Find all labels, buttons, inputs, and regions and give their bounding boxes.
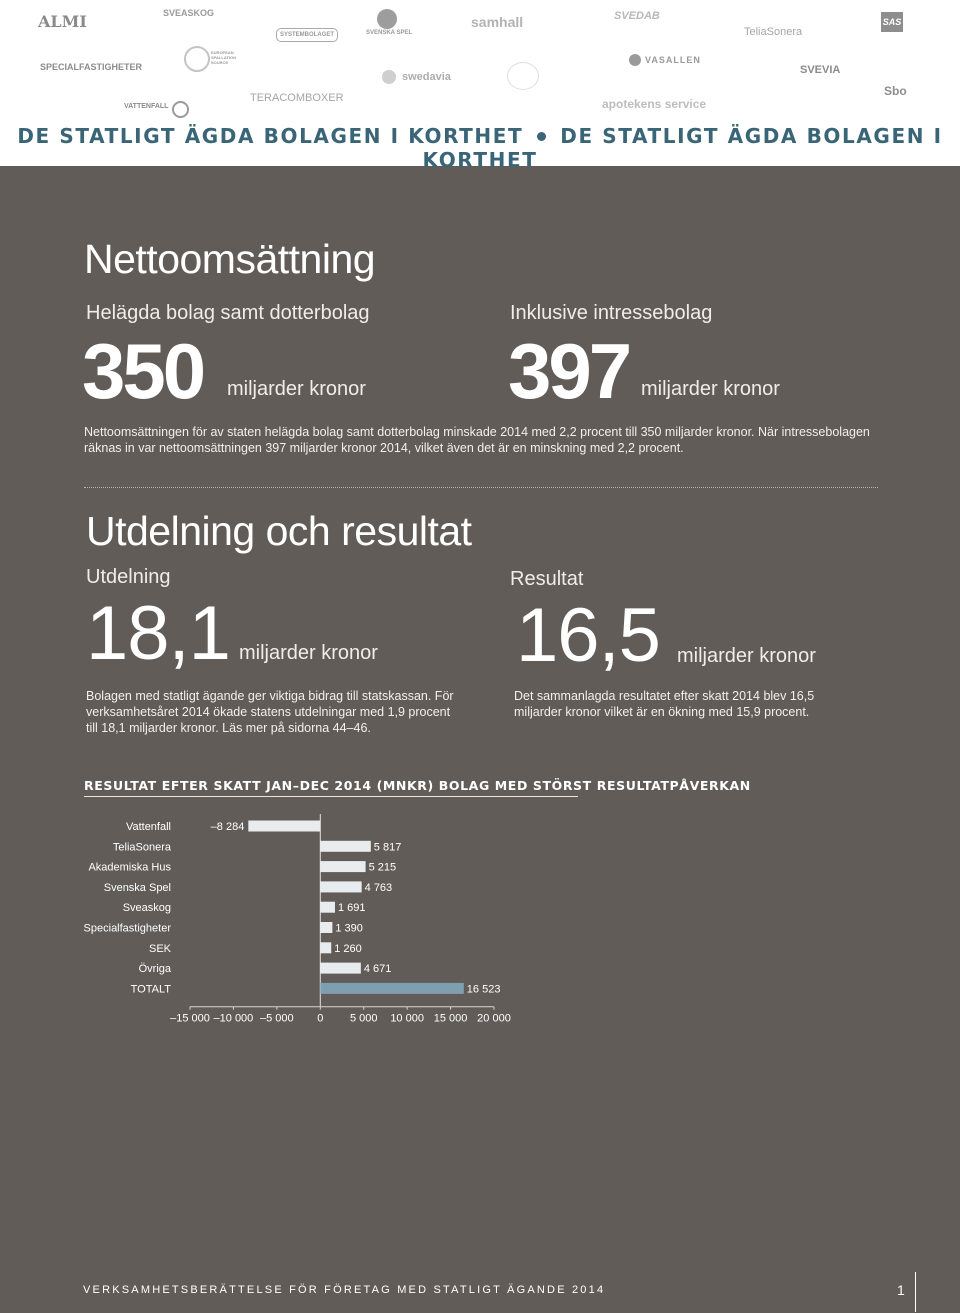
chart-title: RESULTAT EFTER SKATT JAN–DEC 2014 (MNKR) BOLAG MED STÖRST RESULTATPÅVERKAN bbox=[84, 778, 751, 793]
utdelning-left-paragraph bbox=[86, 688, 486, 736]
utdelning-title: Utdelning och resultat bbox=[86, 508, 472, 554]
chart-x-tick-label: –5 000 bbox=[260, 1012, 294, 1025]
netto-right-unit: miljarder kronor bbox=[641, 378, 780, 400]
utdelning-left-paragraph-line1: Bolagen med statligt ägande ger viktiga bidrag till statskassan. För bbox=[86, 689, 454, 703]
utdelning-right-paragraph-line2: miljarder kronor vilket är en ökning med 15,9 procent. bbox=[514, 705, 810, 719]
chart-bar-6 bbox=[320, 942, 331, 953]
netto-right-subtitle: Inklusive intressebolag bbox=[510, 302, 713, 324]
footer-divider bbox=[915, 1272, 916, 1312]
chart-x-tick-label: 10 000 bbox=[390, 1012, 424, 1025]
logo-strip bbox=[0, 0, 960, 172]
logo-teliasonera: TeliaSonera bbox=[744, 26, 803, 38]
chart-value-label: 5 817 bbox=[373, 841, 402, 854]
netto-paragraph-line2: räknas in var nettoomsättningen 397 miljarder kronor 2014, vilket även det är en minskning med 2,2 procent. bbox=[84, 441, 684, 455]
chart-x-tick-label: 20 000 bbox=[477, 1012, 511, 1025]
chart-value-label: 1 260 bbox=[334, 942, 362, 955]
chart-category-label: Övriga bbox=[138, 963, 171, 976]
chart-bar-5 bbox=[320, 922, 332, 933]
logo-european-spallation-source: EUROPEAN SPALLATION SOURCE bbox=[211, 50, 236, 65]
utdelning-left-subtitle: Utdelning bbox=[86, 566, 171, 588]
chart-category-label: Sveaskog bbox=[122, 902, 171, 915]
chart-x-tick-label: –10 000 bbox=[213, 1012, 254, 1025]
chart-value-label: 5 215 bbox=[368, 861, 397, 874]
netto-left-unit: miljarder kronor bbox=[227, 378, 366, 400]
vasallen-circle-icon bbox=[629, 54, 641, 66]
netto-left-value: 350 bbox=[82, 327, 204, 415]
netto-right-value: 397 bbox=[508, 327, 630, 415]
utdelning-right-unit: miljarder kronor bbox=[677, 645, 816, 667]
logo-samhall: samhall bbox=[471, 14, 524, 30]
chart-category-label: TOTALT bbox=[130, 983, 171, 996]
banner-left-text: DE STATLIGT ÄGDA BOLAGEN I KORTHET bbox=[17, 124, 524, 148]
chart-category-label: Svenska Spel bbox=[103, 881, 171, 894]
chart-category-label: Vattenfall bbox=[125, 821, 171, 833]
utdelning-left-paragraph-line2: verksamhetsåret 2014 ökade statens utdelningar med 1,9 procent bbox=[86, 705, 451, 719]
logo-systembolaget: SYSTEMBOLAGET bbox=[276, 28, 338, 42]
chart-value-label: 4 763 bbox=[364, 881, 393, 894]
chart-x-tick-label: 5 000 bbox=[349, 1012, 378, 1025]
logo-teracom-boxer: TERACOMBOXER bbox=[250, 92, 344, 104]
svenska-spel-emblem-icon bbox=[377, 9, 397, 29]
chart-value-label: 4 671 bbox=[363, 963, 392, 976]
logo-svedab: SVEDAB bbox=[614, 10, 660, 22]
banner-bullet-icon bbox=[537, 132, 546, 141]
chart-value-label: 16 523 bbox=[466, 983, 501, 996]
netto-paragraph bbox=[84, 424, 904, 456]
chart-x-tick-label: 15 000 bbox=[433, 1012, 468, 1025]
utdelning-left-unit: miljarder kronor bbox=[239, 642, 378, 664]
chart-category-label: SEK bbox=[148, 942, 171, 955]
logo-sbo: Sbo bbox=[884, 84, 907, 98]
chart-bar-4 bbox=[320, 902, 335, 913]
chart-category-label: TeliaSonera bbox=[112, 841, 171, 854]
chart-category-label: Specialfastigheter bbox=[83, 922, 171, 935]
chart-value-label: 1 390 bbox=[335, 922, 363, 935]
page-number: 1 bbox=[897, 1282, 905, 1298]
chart-bar-2 bbox=[320, 861, 365, 872]
swedavia-circle-icon bbox=[382, 70, 396, 84]
logo-vasallen: VASALLEN bbox=[645, 55, 701, 65]
result-bar-chart bbox=[0, 800, 960, 1040]
chart-value-label: –8 284 bbox=[210, 821, 245, 833]
chart-bar-3 bbox=[320, 881, 361, 892]
chart-bar-0 bbox=[248, 821, 320, 832]
logo-vattenfall: VATTENFALL bbox=[124, 103, 169, 110]
logo-apotekens-service: apotekens service bbox=[602, 97, 707, 111]
netto-paragraph-line1: Nettoomsättningen för av staten helägda bolag samt dotterbolag minskade 2014 med 2,2 procent till 350 miljarder kronor. När intressebolagen bbox=[84, 425, 870, 439]
logo-svenska-spel: SVENSKA SPEL bbox=[366, 30, 413, 36]
utdelning-right-subtitle: Resultat bbox=[510, 568, 584, 590]
chart-title-underline bbox=[84, 796, 578, 797]
chart-value-label: 1 691 bbox=[337, 902, 366, 915]
logo-almi: ALMI bbox=[38, 12, 87, 31]
netto-title: Nettoomsättning bbox=[84, 236, 376, 282]
utdelning-right-paragraph bbox=[514, 688, 894, 720]
akademiska-hus-seal-icon bbox=[507, 62, 539, 90]
footer-text: VERKSAMHETSBERÄTTELSE FÖR FÖRETAG MED STATLIGT ÄGANDE 2014 bbox=[83, 1284, 606, 1296]
logo-sas: SAS bbox=[881, 12, 903, 32]
ess-circle-icon bbox=[184, 46, 210, 72]
logo-sveaskog: SVEASKOG bbox=[163, 8, 215, 18]
chart-bar-7 bbox=[320, 963, 361, 974]
chart-x-tick-label: –15 000 bbox=[170, 1012, 210, 1025]
utdelning-left-value: 18,1 bbox=[86, 591, 230, 676]
logo-swedavia: swedavia bbox=[402, 71, 451, 83]
banner-right-text: DE STATLIGT ÄGDA BOLAGEN I KORTHET bbox=[422, 124, 943, 172]
utdelning-left-paragraph-line3: till 18,1 miljarder kronor. Läs mer på sidorna 44–46. bbox=[86, 721, 371, 735]
section-banner bbox=[0, 124, 960, 172]
chart-bar-1 bbox=[320, 841, 371, 852]
chart-x-tick-label: 0 bbox=[317, 1012, 324, 1025]
netto-left-subtitle: Helägda bolag samt dotterbolag bbox=[86, 302, 370, 324]
utdelning-right-paragraph-line1: Det sammanlagda resultatet efter skatt 2014 blev 16,5 bbox=[514, 689, 815, 703]
vattenfall-circle-icon bbox=[172, 101, 189, 118]
chart-category-label: Akademiska Hus bbox=[88, 861, 171, 874]
logo-svevia: SVEVIA bbox=[800, 64, 841, 76]
section-divider bbox=[84, 487, 878, 488]
logo-specialfastigheter: SPECIALFASTIGHETER bbox=[40, 62, 143, 72]
utdelning-right-value: 16,5 bbox=[516, 593, 660, 678]
chart-bar-8 bbox=[320, 983, 464, 994]
